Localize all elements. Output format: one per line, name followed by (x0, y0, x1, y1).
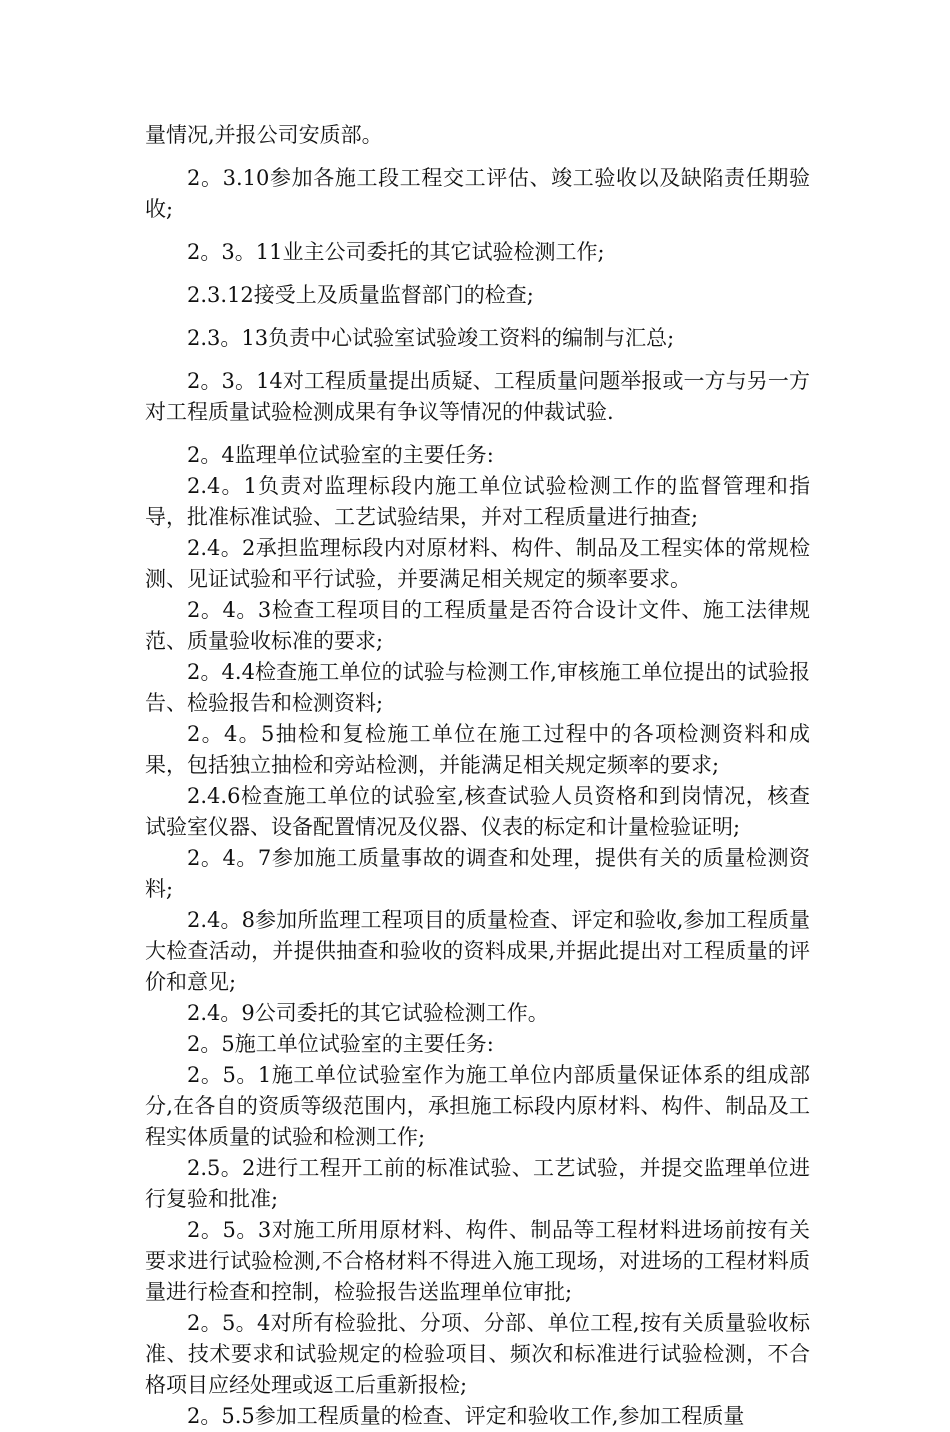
paragraph: 2.5。2进行工程开工前的标准试验、工艺试验，并提交监理单位进行复验和批准; (145, 1156, 810, 1211)
paragraph: 2.4。8参加所监理工程项目的质量检查、评定和验收,参加工程质量大检查活动，并提供抽查和验收的资料成果,并据此提出对工程质量的评价和意见; (145, 908, 810, 994)
paragraph: 2。3。11业主公司委托的其它试验检测工作; (187, 240, 605, 264)
paragraph: 2.4。9公司委托的其它试验检测工作。 (187, 1001, 549, 1025)
paragraph: 2。4。7参加施工质量事故的调查和处理，提供有关的质量检测资料; (145, 846, 810, 901)
paragraph: 量情况,并报公司安质部。 (145, 123, 383, 147)
paragraph: 2。5。1施工单位试验室作为施工单位内部质量保证体系的组成部分,在各自的资质等级范围内，承担施工标段内原材料、构件、制品及工程实体质量的试验和检测工作; (145, 1063, 810, 1149)
paragraph: 2.4.6检查施工单位的试验室,核查试验人员资格和到岗情况，核查试验室仪器、设备配置情况及仪器、仪表的标定和计量检验证明; (145, 784, 810, 839)
paragraph: 2.4。1负责对监理标段内施工单位试验检测工作的监督管理和指导，批准标准试验、工艺试验结果，并对工程质量进行抽查; (145, 474, 810, 529)
paragraph: 2.3.12接受上及质量监督部门的检查; (187, 283, 534, 307)
document-body (145, 120, 810, 1432)
paragraph: 2。3。14对工程质量提出质疑、工程质量问题举报或一方与另一方对工程质量试验检测成果有争议等情况的仲裁试验. (145, 369, 810, 424)
paragraph: 2。5。3对施工所用原材料、构件、制品等工程材料进场前按有关要求进行试验检测,不合格材料不得进入施工现场，对进场的工程材料质量进行检查和控制，检验报告送监理单位审批; (145, 1218, 810, 1304)
paragraph: 2.3。13负责中心试验室试验竣工资料的编制与汇总; (187, 326, 675, 350)
section-heading: 2。5施工单位试验室的主要任务: (187, 1032, 494, 1056)
paragraph: 2。5。4对所有检验批、分项、分部、单位工程,按有关质量验收标准、技术要求和试验规定的检验项目、频次和标准进行试验检测，不合格项目应经处理或返工后重新报检; (145, 1311, 810, 1397)
paragraph: 2。4。3检查工程项目的工程质量是否符合设计文件、施工法律规范、质量验收标准的要求; (145, 598, 810, 653)
paragraph: 2。4。5抽检和复检施工单位在施工过程中的各项检测资料和成果，包括独立抽检和旁站检测，并能满足相关规定频率的要求; (145, 722, 810, 777)
paragraph: 2。4.4检查施工单位的试验与检测工作,审核施工单位提出的试验报告、检验报告和检测资料; (145, 660, 810, 715)
paragraph: 2。5.5参加工程质量的检查、评定和验收工作,参加工程质量 (187, 1404, 745, 1428)
paragraph: 2。3.10参加各施工段工程交工评估、竣工验收以及缺陷责任期验收; (145, 166, 810, 221)
paragraph: 2.4。2承担监理标段内对原材料、构件、制品及工程实体的常规检测、见证试验和平行试验，并要满足相关规定的频率要求。 (145, 536, 810, 591)
section-heading: 2。4监理单位试验室的主要任务: (187, 443, 494, 467)
